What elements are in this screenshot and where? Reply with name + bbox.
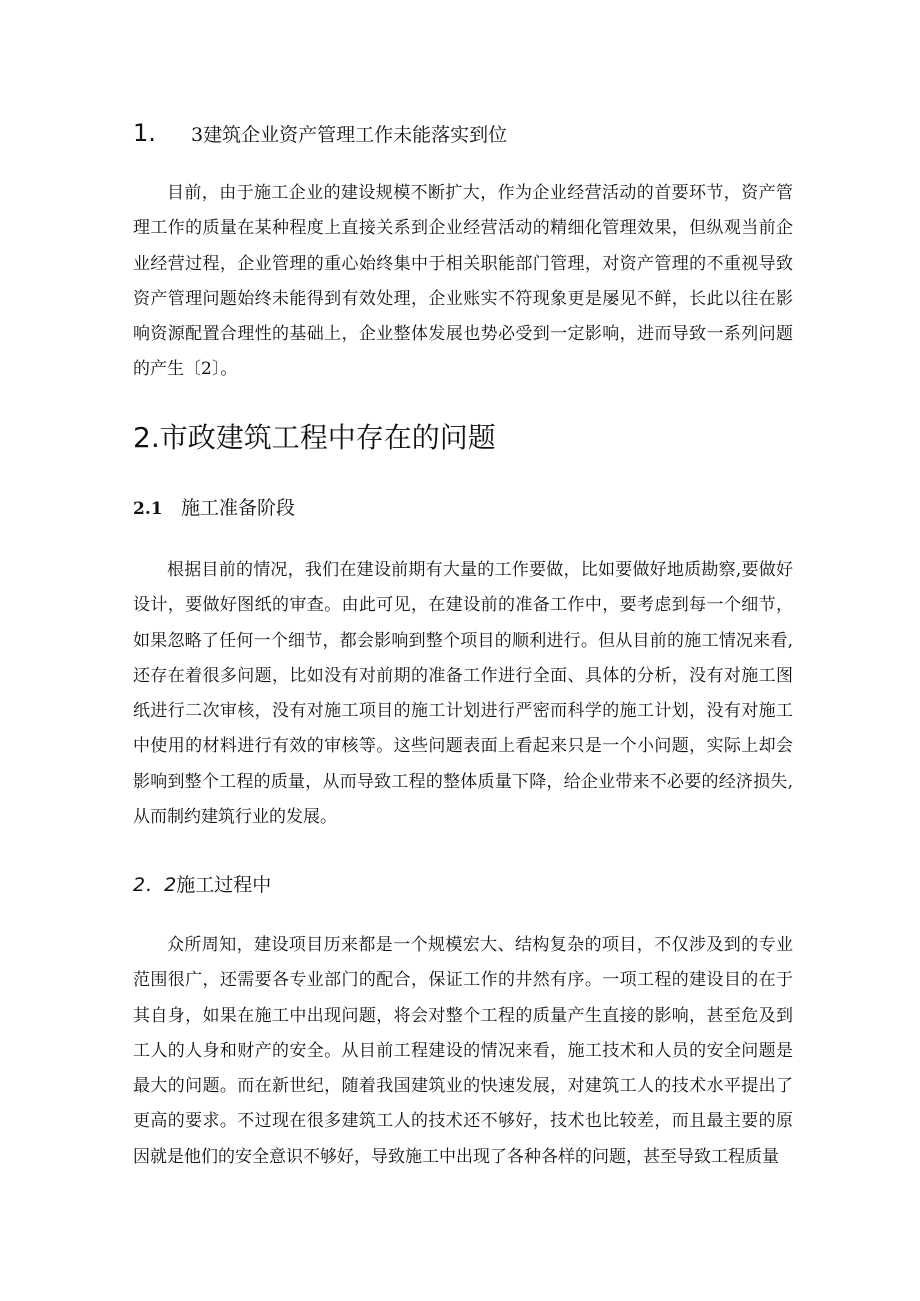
section-2-heading: 2.市政建筑工程中存在的问题 — [133, 421, 496, 454]
section-1-3-number: 1. — [133, 119, 156, 147]
section-2-2-title: 施工过程中 — [176, 874, 272, 896]
section-1-3-paragraph: 目前，由于施工企业的建设规模不断扩大，作为企业经营活动的首要环节，资产管理工作的质量在某种程度上直接关系到企业经营活动的精细化管理效果，但纵观当前企业经营过程，企业管理的重心始终集中于相关职能部门管理，对资产管理的不重视导致资产管理问题始终未能得到有效处理，企业账实不符现象更是屡见不鲜，长此以往在影响资源配置合理性的基础上，企业整体发展也势必受到一定影响，进而导致一系列问题的产生〔2〕。 — [133, 183, 793, 380]
section-2-1-paragraph: 根据目前的情况，我们在建设前期有大量的工作要做，比如要做好地质勘察,要做好设计，要做好图纸的审查。由此可见，在建设前的准备工作中，要考虑到每一个细节，如果忽略了任何一个细节，都会影响到整个项目的顺利进行。但从目前的施工情况来看,还存在着很多问题，比如没有对前期的准备工作进行全面、具体的分析，没有对施工图纸进行二次审核，没有对施工项目的施工计划进行严密而科学的施工计划，没有对施工中使用的材料进行有效的审核等。这些问题表面上看起来只是一个小问题，实际上却会影响到整个工程的质量，从而导致工程的整体质量下降，给企业带来不必要的经济损失,从而制约建筑行业的发展。 — [133, 560, 793, 828]
section-2-2-paragraph: 众所周知，建设项目历来都是一个规模宏大、结构复杂的项目，不仅涉及到的专业范围很广，还需要各专业部门的配合，保证工作的井然有序。一项工程的建设目的在于其自身，如果在施工中出现问题，将会对整个工程的质量产生直接的影响，甚至危及到工人的人身和财产的安全。从目前工程建设的情况来看，施工技术和人员的安全问题是最大的问题。而在新世纪，随着我国建筑业的快速发展，对建筑工人的技术水平提出了更高的要求。不过现在很多建筑工人的技术还不够好，技术也比较差，而且最主要的原因就是他们的安全意识不够好，导致施工中出现了各种各样的问题，甚至导致工程质量 — [133, 935, 793, 1167]
section-2-1-number: 2.1 — [133, 499, 163, 519]
section-2-2-heading — [133, 873, 271, 897]
section-2-2-number: 2．2 — [133, 874, 177, 896]
section-1-3-title: 3建筑企业资产管理工作未能落实到位 — [191, 124, 508, 146]
section-1-3-heading — [133, 121, 507, 147]
section-2-1-heading — [133, 496, 295, 521]
section-2-1-title: 施工准备阶段 — [181, 497, 296, 519]
